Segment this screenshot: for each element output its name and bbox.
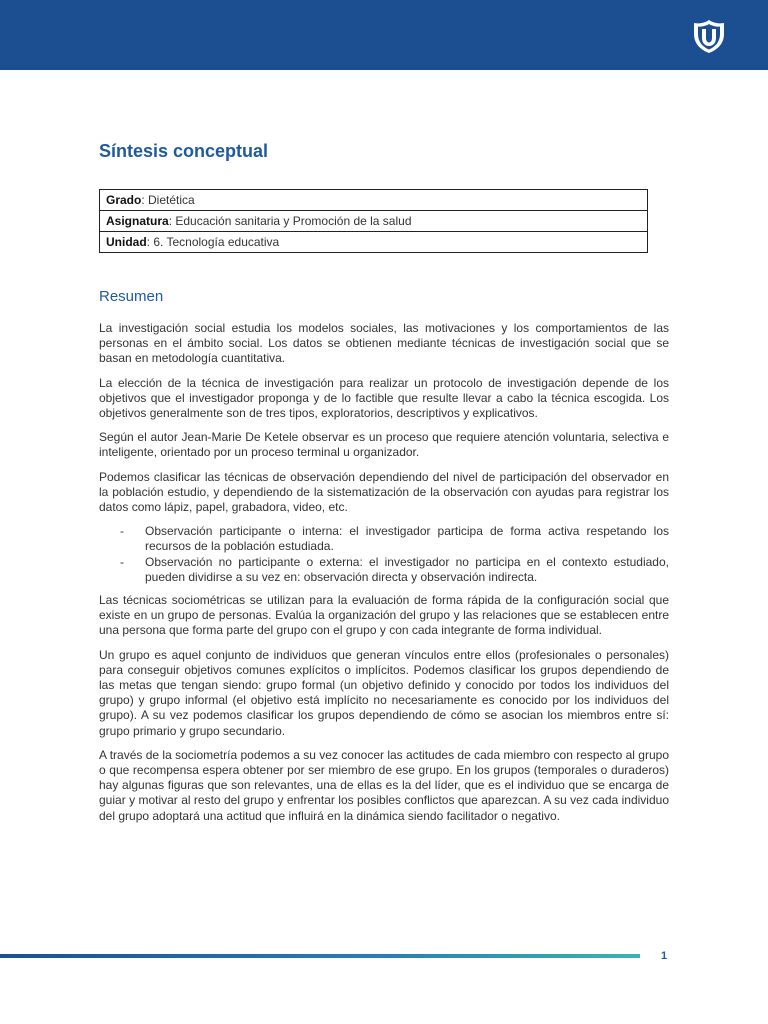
list-item-text: Observación participante o interna: el investigador participa de forma activa respetando los recursos de la población estudiada.	[145, 524, 669, 554]
list-item	[120, 554, 669, 585]
bullet-dash: -	[120, 554, 124, 569]
unidad-value: : 6. Tecnología educativa	[146, 235, 280, 249]
paragraph: Según el autor Jean-Marie De Ketele observar es un proceso que requiere atención voluntaria, selectiva e inteligente, orientado por un proceso terminal u organizador.	[99, 430, 669, 460]
grado-value: : Dietética	[141, 193, 195, 207]
summary-body	[99, 321, 669, 833]
course-info-table	[99, 189, 648, 253]
paragraph: Las técnicas sociométricas se utilizan para la evaluación de forma rápida de la configuración social que existe en un grupo de personas. Evalúa la organización del grupo y las relaciones que se establecen entre una persona que forma parte del grupo con el grupo y con cada integrante de forma individual.	[99, 593, 669, 638]
header-band	[0, 0, 768, 70]
table-row	[100, 211, 648, 232]
shield-logo-icon	[691, 18, 727, 54]
unidad-cell	[100, 232, 648, 253]
page-title: Síntesis conceptual	[99, 141, 269, 161]
observation-types-list	[99, 524, 669, 585]
paragraph: A través de la sociometría podemos a su vez conocer las actitudes de cada miembro con respecto al grupo o que recompensa espera obtener por ser miembro de ese grupo. En los grupos (temporales o duraderos) hay algunas figuras que son relevantes, una de ellas es la del líder, que es el individuo que se encarga de guiar y motivar al resto del grupo y enfrentar los posibles conflictos que aparezcan. A su vez cada individuo del grupo adoptará una actitud que influirá en la dinámica siendo facilitador o negativo.	[99, 747, 669, 823]
paragraph: La investigación social estudia los modelos sociales, las motivaciones y los comportamientos de las personas en el ámbito social. Los datos se obtienen mediante técnicas de investigación social que se basan en metodología cuantitativa.	[99, 321, 669, 366]
asignatura-cell	[100, 211, 648, 232]
table-row	[100, 190, 648, 211]
section-heading-resumen: Resumen	[99, 288, 164, 305]
bullet-dash: -	[120, 524, 124, 539]
grado-cell	[100, 190, 648, 211]
paragraph: La elección de la técnica de investigación para realizar un protocolo de investigación depende de los objetivos que el investigador proponga y de lo factible que resulte llevar a cabo la técnica escogida. Los objetivos generalmente son de tres tipos, exploratorios, descriptivos y explicativos.	[99, 375, 669, 421]
page-number: 1	[661, 950, 668, 962]
asignatura-label: Asignatura	[106, 214, 169, 228]
asignatura-value: : Educación sanitaria y Promoción de la salud	[168, 214, 412, 228]
grado-label: Grado	[106, 193, 142, 207]
paragraph: Un grupo es aquel conjunto de individuos que generan vínculos entre ellos (profesionales o personales) para conseguir objetivos comunes explícitos o implícitos. Podemos clasificar los grupos dependiendo de las metas que tengan siendo: grupo formal (un objetivo definido y conocido por todos los individuos del grupo) y grupo informal (el objetivo está implícito no necesariamente es conocido por los individuos del grupo). A su vez podemos clasificar los grupos dependiendo de cómo se asocian los miembros entre sí: grupo primario y grupo secundario.	[99, 647, 669, 738]
table-row	[100, 232, 648, 253]
paragraph: Podemos clasificar las técnicas de observación dependiendo del nivel de participación del observador en la población estudio, y dependiendo de la sistematización de la observación con ayudas para registrar los datos como lápiz, papel, grabadora, video, etc.	[99, 469, 669, 515]
footer-divider	[0, 954, 640, 958]
list-item	[120, 524, 669, 554]
list-item-text: Observación no participante o externa: el investigador no participa en el contexto estudiado, pueden dividirse a su vez en: observación directa y observación indirecta.	[145, 554, 669, 584]
unidad-label: Unidad	[106, 235, 147, 249]
